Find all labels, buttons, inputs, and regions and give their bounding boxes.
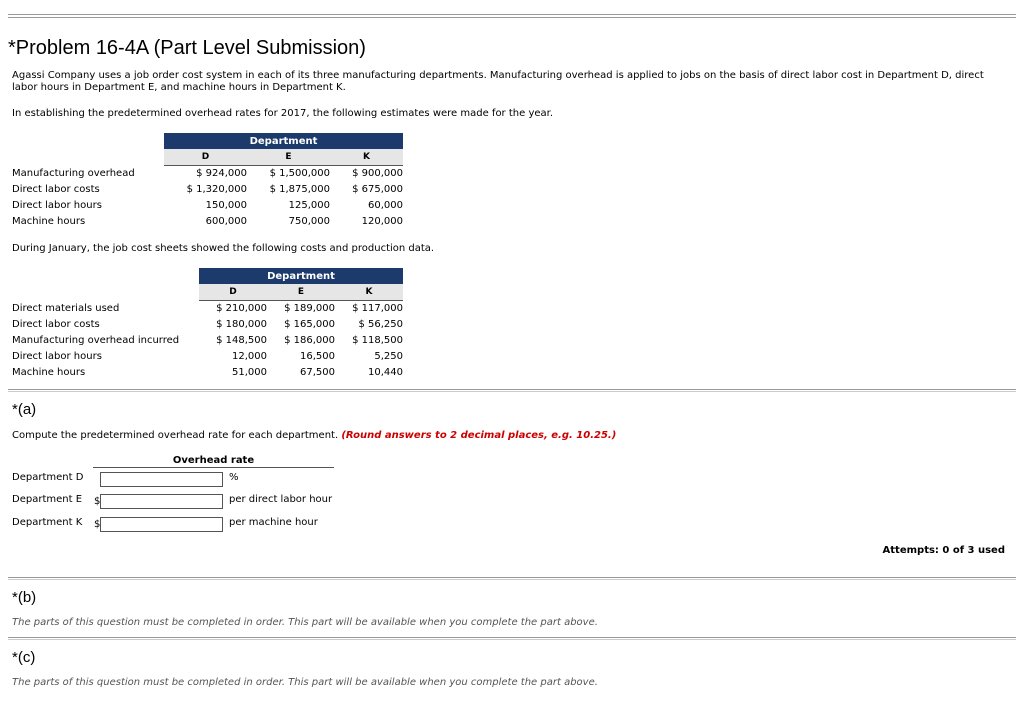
col-header-e: E [247,149,330,165]
part-c-note: The parts of this question must be completed in order. This part will be available when you complete the part above. [12,677,598,688]
department-d-label: Department D [12,472,84,483]
cell-d: $ 180,000 [216,319,267,330]
cell-e: $ 189,000 [284,303,335,314]
cell-d: $ 924,000 [196,168,247,179]
cell-k: 120,000 [361,216,403,227]
col-header-e: E [267,284,335,300]
row-label: Direct labor hours [12,351,102,362]
january-intro: During January, the job cost sheets showed the following costs and production data. [12,243,435,254]
blank-cell [12,133,164,149]
page-title: *Problem 16-4A (Part Level Submission) [8,37,366,59]
table-row [12,214,403,230]
part-a-instruction [12,430,1012,442]
cell-d: 12,000 [232,351,267,362]
estimates-intro: In establishing the predetermined overhead rates for 2017, the following estimates were made for the year. [12,108,554,119]
rounding-note: (Round answers to 2 decimal places, e.g. 10.25.) [341,430,617,441]
instruction-text: Compute the predetermined overhead rate for each department. [12,430,339,441]
part-b-heading: *(b) [12,589,37,606]
cell-k: 60,000 [368,200,403,211]
department-e-rate-input[interactable] [100,494,223,509]
department-k-unit: per machine hour [229,517,318,528]
cell-d: $ 1,320,000 [186,184,247,195]
cell-d: $ 148,500 [216,335,267,346]
row-label: Manufacturing overhead incurred [12,335,180,346]
overhead-rate-header: Overhead rate [93,455,334,468]
part-b-note: The parts of this question must be completed in order. This part will be available when you complete the part above. [12,617,598,628]
department-d-unit: % [229,472,239,483]
blank-cell [12,284,199,300]
department-k-label: Department K [12,517,83,528]
row-label: Manufacturing overhead [12,167,135,179]
row-label: Direct labor costs [12,184,100,195]
cell-k: $ 675,000 [352,184,403,195]
section-divider [8,637,1016,640]
attempts-counter: Attempts: 0 of 3 used [882,545,1005,556]
top-divider [8,14,1016,18]
blank-cell [12,268,199,284]
cell-d: 51,000 [232,367,267,378]
blank-cell [12,149,164,165]
cell-e: 750,000 [288,216,330,227]
section-divider [8,577,1016,580]
table-row [12,365,403,381]
col-header-k: K [330,149,403,165]
col-header-d: D [164,149,247,165]
intro-text: Agassi Company uses a job order cost system in each of its three manufacturing departments. Manufacturing overhead is applied to jobs on the basis of direct labor cost in Department D, direct labor hours in Department E, and machine hours in Department K. [12,70,984,93]
department-k-rate-input[interactable] [100,517,223,532]
part-c-heading: *(c) [12,649,36,666]
col-header-d: D [199,284,267,300]
cell-k: $ 56,250 [358,319,403,330]
cell-k: $ 117,000 [352,303,403,314]
row-label: Direct materials used [12,302,120,314]
row-label: Machine hours [12,216,86,227]
department-group-header: Department [164,133,403,149]
row-label: Direct labor hours [12,200,102,211]
department-group-header: Department [199,268,403,284]
table-row [12,165,403,182]
department-d-rate-input[interactable] [100,472,223,487]
cell-k: $ 900,000 [352,168,403,179]
table-row [12,317,403,333]
col-header-k: K [335,284,403,300]
cell-d: 600,000 [205,216,247,227]
cell-k: 10,440 [368,367,403,378]
department-e-label: Department E [12,494,83,505]
cell-e: 16,500 [300,351,335,362]
cell-d: $ 210,000 [216,303,267,314]
cell-e: $ 1,875,000 [269,184,330,195]
part-a-heading: *(a) [12,401,37,418]
table-row [12,300,403,317]
dollar-sign: $ [94,519,101,530]
row-label: Machine hours [12,367,86,378]
estimates-table [12,133,403,230]
table-row [12,349,403,365]
table-row [12,182,403,198]
row-label: Direct labor costs [12,319,100,330]
table-row [12,333,403,349]
cell-e: $ 165,000 [284,319,335,330]
cell-k: 5,250 [374,351,403,362]
cell-e: $ 1,500,000 [269,168,330,179]
cell-e: $ 186,000 [284,335,335,346]
january-table [12,268,403,381]
cell-k: $ 118,500 [352,335,403,346]
cell-e: 67,500 [300,367,335,378]
table-row [12,198,403,214]
cell-e: 125,000 [288,200,330,211]
dollar-sign: $ [94,496,101,507]
cell-d: 150,000 [205,200,247,211]
department-e-unit: per direct labor hour [229,494,333,505]
section-divider [8,389,1016,392]
